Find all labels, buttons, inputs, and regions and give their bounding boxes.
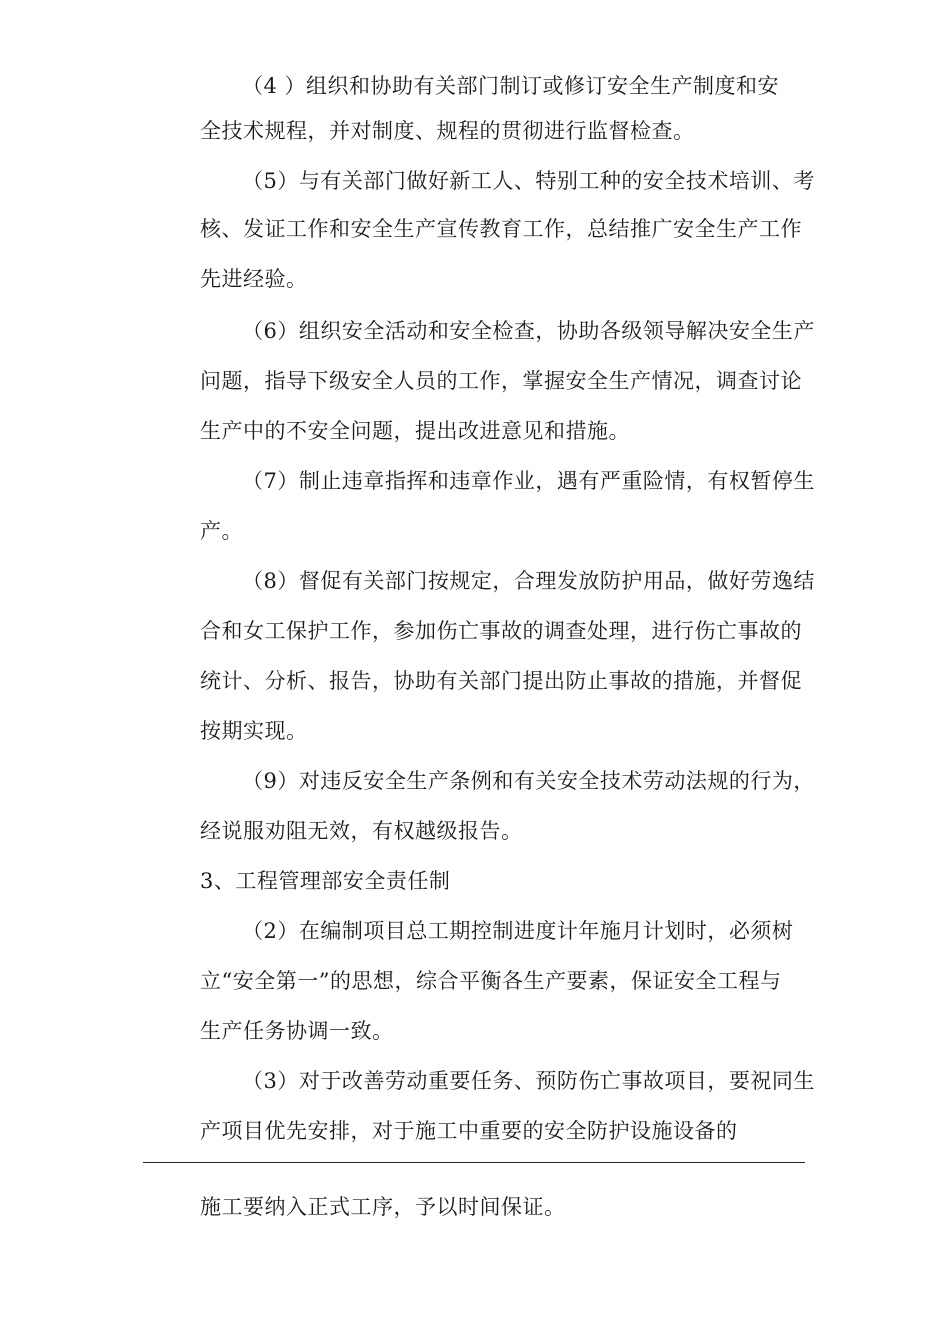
text-line: 生产任务协调一致。 [200,1019,394,1043]
text-line: 按期实现。 [200,719,308,743]
text-line: （4 ）组织和协助有关部门制订或修订安全生产制度和安 [242,74,780,98]
text-line: 立“安全第一”的思想，综合平衡各生产要素，保证安全工程与 [200,969,782,993]
text-line: （9）对违反安全生产条例和有关安全技术劳动法规的行为， [242,769,815,793]
text-line: 产。 [200,519,243,543]
text-line: （5）与有关部门做好新工人、特别工种的安全技术培训、考 [242,169,815,193]
text-line: 合和女工保护工作，参加伤亡事故的调查处理，进行伤亡事故的 [200,619,802,643]
text-line: 经说服劝阻无效，有权越级报告。 [200,819,523,843]
page-divider [143,1162,805,1163]
text-line: 施工要纳入正式工序，予以时间保证。 [200,1195,566,1219]
text-line: 核、发证工作和安全生产宣传教育工作，总结推广安全生产工作 [200,217,802,241]
text-line: （7）制止违章指挥和违章作业，遇有严重险情，有权暂停生 [242,469,815,493]
text-line: （6）组织安全活动和安全检查，协助各级领导解决安全生产 [242,319,815,343]
text-line: 问题，指导下级安全人员的工作，掌握安全生产情况，调查讨论 [200,369,802,393]
text-line: （2）在编制项目总工期控制进度计年施月计划时，必须树 [242,919,794,943]
text-line: （8）督促有关部门按规定，合理发放防护用品，做好劳逸结 [242,569,815,593]
text-line: 统计、分析、报告，协助有关部门提出防止事故的措施，并督促 [200,669,802,693]
section-heading: 3、工程管理部安全责任制 [200,869,451,893]
text-line: 先进经验。 [200,267,308,291]
text-line: 生产中的不安全问题，提出改进意见和措施。 [200,419,630,443]
text-line: （3）对于改善劳动重要任务、预防伤亡事故项目，要祝同生 [242,1069,815,1093]
text-line: 全技术规程，并对制度、规程的贯彻进行监督检查。 [200,119,695,143]
text-line: 产项目优先安排，对于施工中重要的安全防护设施设备的 [200,1119,738,1143]
